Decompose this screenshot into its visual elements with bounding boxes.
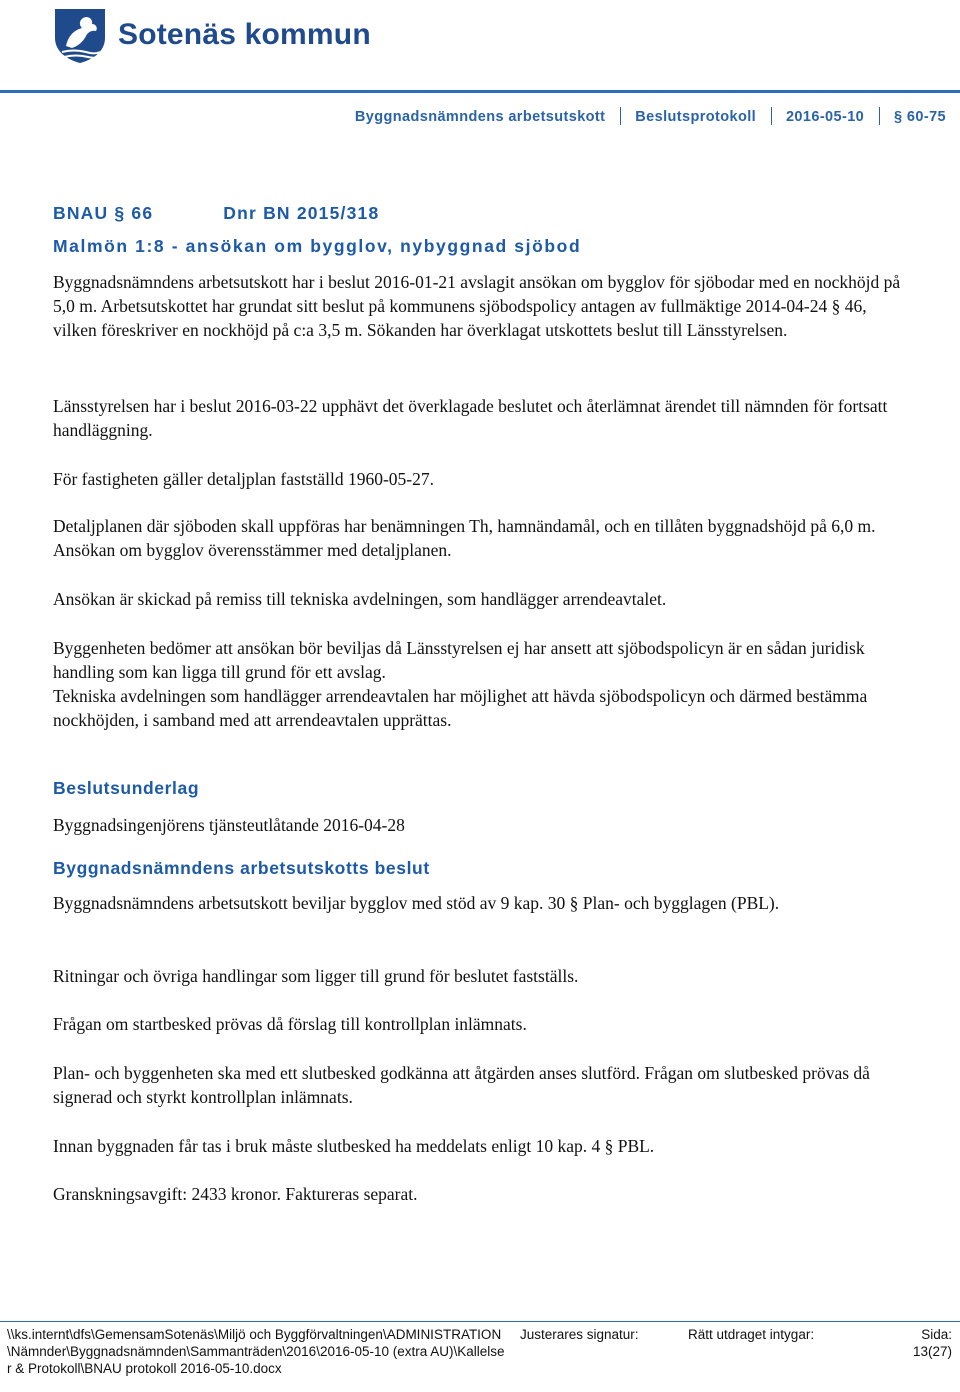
header-committee: Byggnadsnämndens arbetsutskott xyxy=(354,109,606,125)
decision-item xyxy=(53,1061,903,1109)
header-section: § 60-75 xyxy=(894,109,946,125)
crest-icon xyxy=(52,6,108,64)
basis-heading: Beslutsunderlag xyxy=(53,778,200,798)
case-heading xyxy=(53,203,379,224)
header-divider xyxy=(879,107,880,125)
header-divider xyxy=(620,107,621,125)
decision-item xyxy=(53,964,903,988)
decision-item xyxy=(53,1134,903,1158)
paragraph-county-decision xyxy=(53,394,903,442)
decision-item xyxy=(53,891,903,915)
paragraph: Byggnadsingenjörens tjänsteutlåtande 2016-04-28 xyxy=(53,815,405,835)
document-header xyxy=(355,107,946,125)
paragraph: Byggenheten bedömer att ansökan bör beviljas då Länsstyrelsen ej har ansett att sjöbodspolicyn är en sådan juridisk handling som kan ligga till grund för ett avslag. xyxy=(53,638,865,682)
footer-signature-label: Justerares signatur: xyxy=(520,1327,639,1342)
paragraph: Detaljplanen där sjöboden skall uppföras har benämningen Th, hamnändamål, och en tillåten byggnadshöjd på 6,0 m. Ansökan om bygglov överensstämmer med detaljplanen. xyxy=(53,516,876,560)
header-date: 2016-05-10 xyxy=(785,109,865,125)
paragraph: Tekniska avdelningen som handlägger arrendeavtalen har möjlighet att hävda sjöbodspolicyn och därmed bestämma nockhöjden, i samband med att arrendeavtalen upprättas. xyxy=(53,686,868,730)
header-divider xyxy=(771,107,772,125)
paragraph: Plan- och byggenheten ska med ett slutbesked godkänna att åtgärden anses slutförd. Frågan om slutbesked prövas då signerad och styrkt kontrollplan inlämnats. xyxy=(53,1063,870,1107)
footer-extract-label: Rätt utdraget intygar: xyxy=(688,1327,815,1342)
paragraph: Granskningsavgift: 2433 kronor. Faktureras separat. xyxy=(53,1184,418,1204)
paragraph-background xyxy=(53,270,903,342)
case-dnr: Dnr BN 2015/318 xyxy=(223,203,380,223)
decision-heading: Byggnadsnämndens arbetsutskotts beslut xyxy=(53,858,430,878)
paragraph: Innan byggnaden får tas i bruk måste slutbesked ha meddelats enligt 10 kap. 4 § PBL. xyxy=(53,1136,655,1156)
paragraph-referral xyxy=(53,587,903,611)
paragraph: Byggnadsnämndens arbetsutskott beviljar bygglov med stöd av 9 kap. 30 § Plan- och bygglagen (PBL). xyxy=(53,893,780,913)
page-label: Sida: xyxy=(921,1327,952,1342)
footer-page-number xyxy=(913,1326,952,1360)
paragraph: Byggnadsnämndens arbetsutskott har i beslut 2016-01-21 avslagit ansökan om bygglov för sjöbodar med en nockhöjd på 5,0 m. Arbetsutskottet har grundat sitt beslut på kommunens sjöbodspolicy antagen av fullmäktige 2014-04-24 § 46, vilken föreskriver en nockhöjd på c:a 3,5 m. Sökanden har överklagat utskottets beslut till Länsstyrelsen. xyxy=(53,272,901,340)
footer-file-path: \\ks.internt\dfs\GemensamSotenäs\Miljö och Byggförvaltningen\ADMINISTRATION\Nämnder\Byggnadsnämnden\Sammanträden\2016\2016-05-10 (extra AU)\Kallelser & Protokoll\BNAU protokoll 2016-05-10.docx xyxy=(7,1327,505,1376)
paragraph: Ritningar och övriga handlingar som ligger till grund för beslutet fastställs. xyxy=(53,966,579,986)
decision-item xyxy=(53,1182,903,1206)
case-number: BNAU § 66 xyxy=(53,203,154,223)
case-title: Malmön 1:8 - ansökan om bygglov, nybyggnad sjöbod xyxy=(53,236,582,256)
footer-rule xyxy=(0,1321,960,1322)
paragraph: Ansökan är skickad på remiss till tekniska avdelningen, som handlägger arrendeavtalet. xyxy=(53,589,667,609)
logo-text: Sotenäs kommun xyxy=(118,18,371,51)
paragraph-assessment xyxy=(53,636,903,732)
paragraph-plan-details xyxy=(53,514,903,562)
paragraph-detail-plan xyxy=(53,467,903,491)
header-rule xyxy=(0,90,960,93)
paragraph: Länsstyrelsen har i beslut 2016-03-22 upphävt det överklagade beslutet och återlämnat ärendet till nämnden för fortsatt handläggning. xyxy=(53,396,888,440)
page-value: 13(27) xyxy=(912,1344,952,1359)
decision-item xyxy=(53,1012,903,1036)
header-doc-type: Beslutsprotokoll xyxy=(635,109,757,125)
paragraph: För fastigheten gäller detaljplan fastställd 1960-05-27. xyxy=(53,469,435,489)
basis-text xyxy=(53,813,903,837)
municipality-logo xyxy=(52,6,382,66)
paragraph: Frågan om startbesked prövas då förslag till kontrollplan inlämnats. xyxy=(53,1014,527,1034)
